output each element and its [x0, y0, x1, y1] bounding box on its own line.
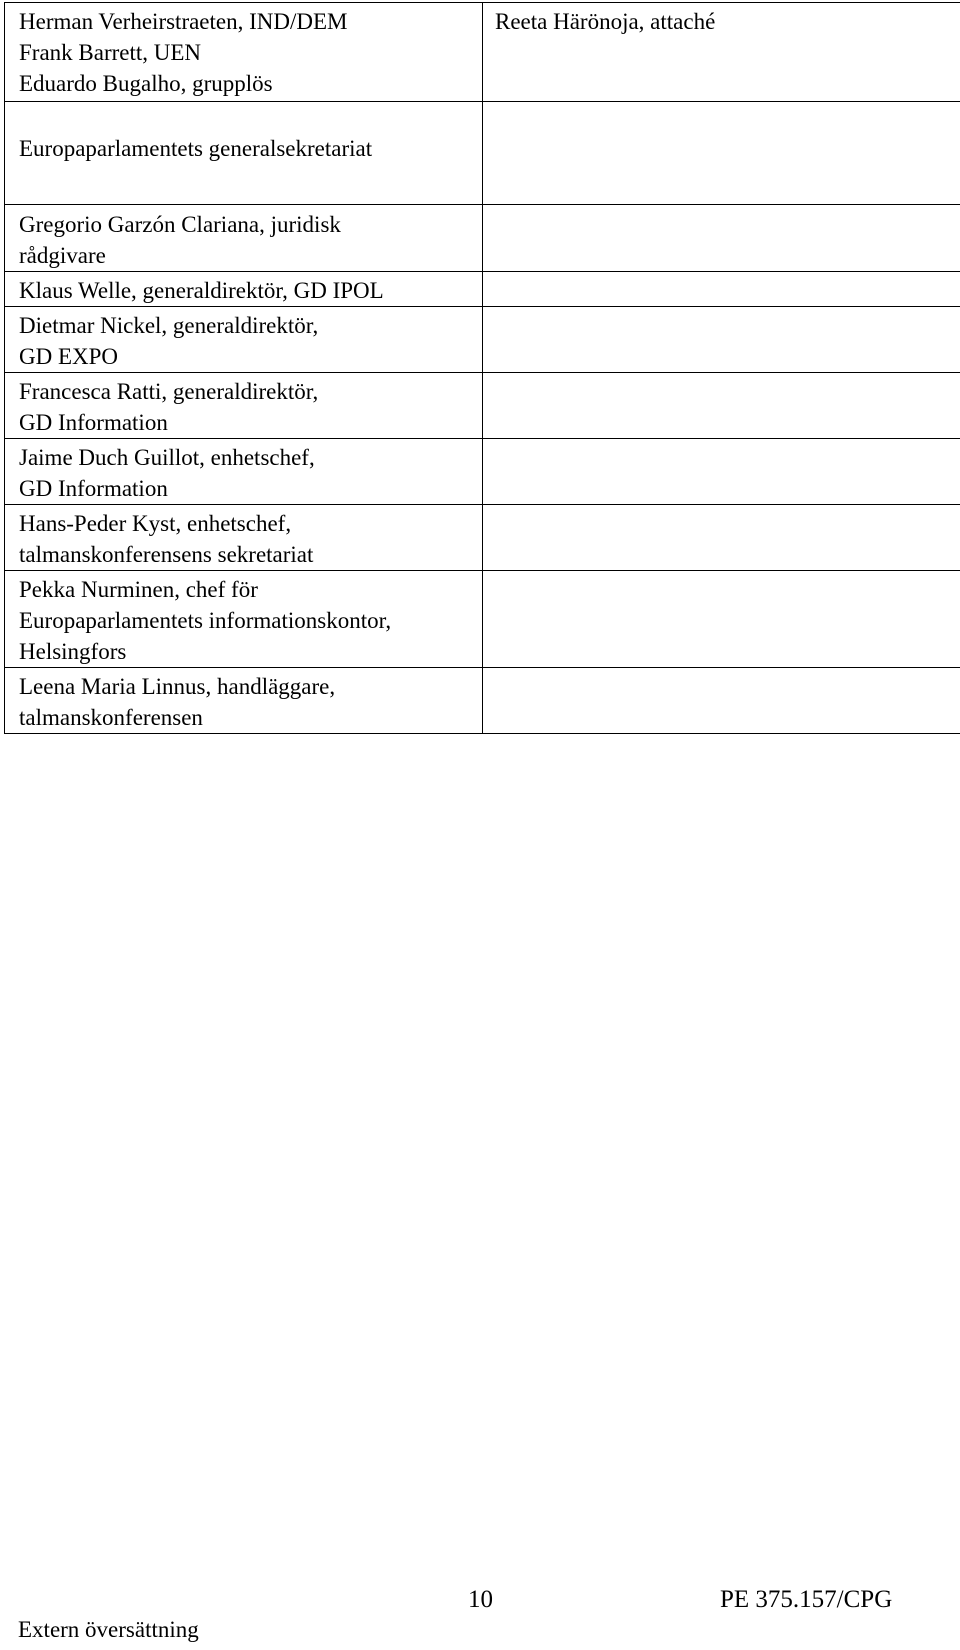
table-row: [5, 571, 960, 668]
participant-name: Klaus Welle, generaldirektör, GD IPOL: [19, 278, 384, 303]
table-cell-right: [483, 571, 960, 668]
participant-name: Herman Verheirstraeten, IND/DEM: [19, 9, 348, 34]
participant-name: Dietmar Nickel, generaldirektör,: [19, 313, 319, 338]
table-row: [5, 439, 960, 505]
participant-name: Gregorio Garzón Clariana, juridisk: [19, 212, 341, 237]
participant-role: GD Information: [19, 476, 168, 501]
table-cell-right: [483, 668, 960, 734]
table-cell-right: [483, 439, 960, 505]
participant-name: Jaime Duch Guillot, enhetschef,: [19, 445, 315, 470]
participant-role: GD Information: [19, 410, 168, 435]
participant-role: Helsingfors: [19, 639, 127, 664]
document-reference: PE 375.157/CPG: [720, 1586, 893, 1613]
participant-name: Leena Maria Linnus, handläggare,: [19, 674, 336, 699]
page-number: 10: [468, 1586, 493, 1613]
participant-name: Frank Barrett, UEN: [19, 40, 202, 65]
translation-note: Extern översättning: [18, 1617, 199, 1642]
table-cell-right: [483, 205, 960, 272]
table-row: [5, 272, 960, 307]
participant-name: Eduardo Bugalho, grupplös: [19, 71, 273, 96]
table-cell-left: [5, 3, 483, 102]
participant-role: GD EXPO: [19, 344, 119, 369]
table-row: [5, 505, 960, 571]
participant-role: rådgivare: [19, 243, 106, 268]
participant-name: Francesca Ratti, generaldirektör,: [19, 379, 319, 404]
table-row: [5, 102, 960, 205]
participant-role: talmanskonferensen: [19, 705, 203, 730]
participant-name: Reeta Härönoja, attaché: [495, 9, 716, 34]
participants-table: [4, 2, 960, 734]
participant-role: talmanskonferensens sekretariat: [19, 542, 314, 567]
section-heading: Europaparlamentets generalsekretariat: [19, 136, 373, 161]
table-cell-left: [5, 505, 483, 571]
table-cell-right: [483, 102, 960, 205]
table-cell-left: [5, 102, 483, 205]
table-row: [5, 3, 960, 102]
table-cell-right: [483, 505, 960, 571]
table-cell-left: [5, 439, 483, 505]
participant-name: Hans-Peder Kyst, enhetschef,: [19, 511, 292, 536]
table-row: [5, 668, 960, 734]
table-cell-right: [483, 307, 960, 373]
table-row: [5, 205, 960, 272]
table-row: [5, 373, 960, 439]
table-row: [5, 307, 960, 373]
table-cell-left: [5, 205, 483, 272]
table-cell-right: [483, 373, 960, 439]
table-cell-left: [5, 668, 483, 734]
participant-name: Pekka Nurminen, chef för: [19, 577, 258, 602]
table-cell-left: [5, 571, 483, 668]
table-cell-left: [5, 307, 483, 373]
table-cell-right: [483, 272, 960, 307]
table-cell-left: [5, 272, 483, 307]
participant-role: Europaparlamentets informationskontor,: [19, 608, 392, 633]
table-cell-left: [5, 373, 483, 439]
table-cell-right: [483, 3, 960, 102]
